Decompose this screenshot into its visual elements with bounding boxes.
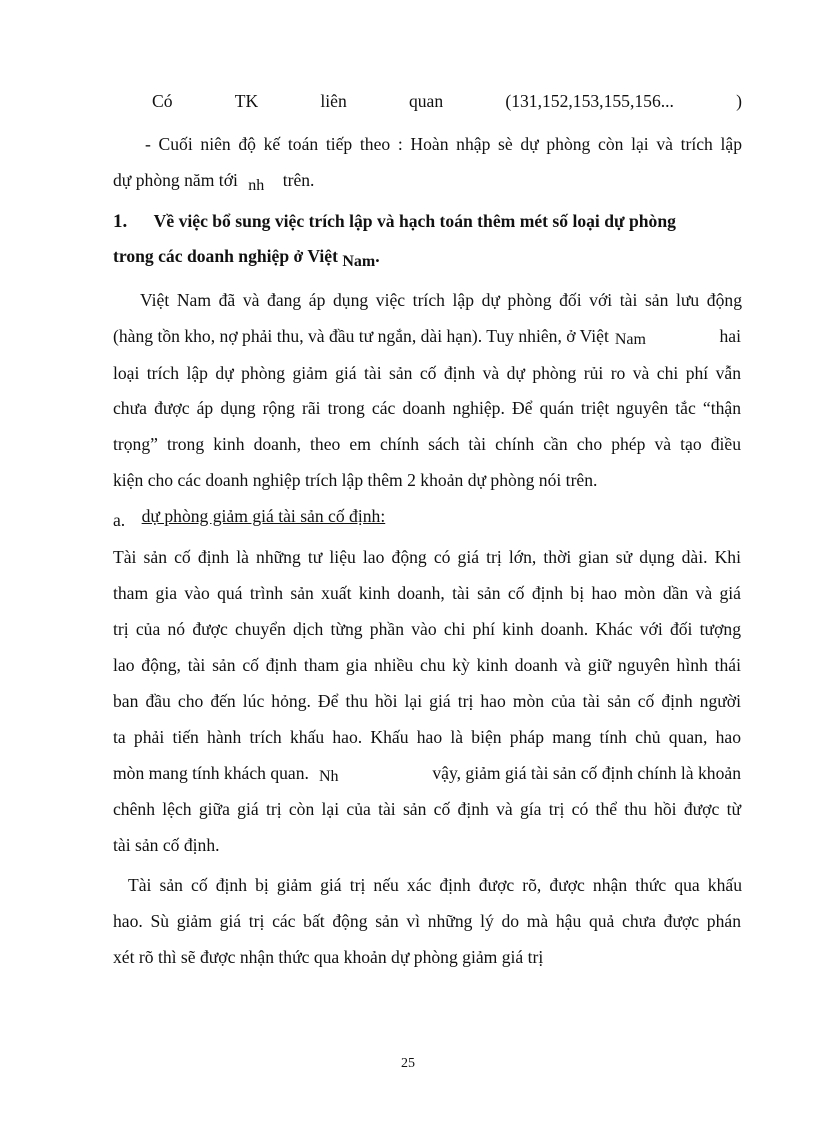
- account-word-tk: TK: [234, 91, 259, 111]
- para2-text-1: Việt Nam đã và đang áp dụng việc trích lập dự phòng đối với tài sản lưu động: [140, 290, 742, 310]
- para3-line5: [113, 693, 741, 711]
- para3-text-8: chênh lệch giữa giá trị còn lại của tài sản cố định và gía trị có thể thu hồi được từ: [113, 799, 741, 819]
- para2-text-3: loại trích lập dự phòng giảm giá tài sản cố định và dự phòng rủi ro và chi phí vẫn: [113, 363, 741, 383]
- para2-text-2b: Nam: [614, 331, 646, 348]
- subheading-letter: a.: [113, 510, 126, 530]
- para2-line4: [113, 400, 741, 418]
- para4-text-1: Tài sản cố định bị giảm giá trị nếu xác định được rõ, được nhận thức qua khấu: [128, 875, 742, 895]
- para1-text-2b: nh: [248, 177, 265, 194]
- para2-text-2a: (hàng tồn kho, nợ phải thu, và đầu tư ngắn, dài hạn). Tuy nhiên, ở Việt: [113, 326, 609, 346]
- para4-text-2: hao. Sù giảm giá trị các bất động sản vì những lý do mà hậu quả chưa được phán: [113, 911, 741, 931]
- para4-text-3: xét rõ thì sẽ được nhận thức qua khoản dự phòng giảm giá trị: [113, 947, 544, 967]
- para2-text-4: chưa được áp dụng rộng rãi trong các doanh nghiệp. Để quán triệt nguyên tắc “thận: [113, 398, 741, 418]
- section-heading-text-2b: Nam: [342, 253, 376, 270]
- para3-line8: [113, 801, 741, 819]
- para2-line3: [113, 365, 741, 383]
- section-number: 1.: [113, 211, 128, 232]
- para2-text-5: trọng” trong kinh doanh, theo em chính sách tài chính cần cho phép và tạo điều: [113, 434, 741, 454]
- para3-line3: [113, 621, 741, 639]
- para1-text-2a: dự phòng năm tới: [113, 170, 238, 190]
- para4-line2: [113, 913, 741, 931]
- para2-line5: [113, 436, 741, 454]
- section-heading-text-2c: .: [375, 246, 380, 266]
- para1-line1: [145, 136, 742, 154]
- section-heading-line2: [113, 246, 741, 270]
- para3-text-7c: vậy, giảm giá tài sản cố định chính là khoản: [432, 763, 741, 783]
- para3-text-1: Tài sản cố định là những tư liệu lao động có giá trị lớn, thời gian sử dụng dài. Khi: [113, 547, 741, 567]
- para3-line6: [113, 729, 741, 747]
- para2-line2: [113, 328, 741, 346]
- account-close-paren: ): [736, 91, 742, 111]
- para2-line1: [140, 292, 742, 310]
- page-number: 25: [401, 1056, 415, 1071]
- para3-text-5: ban đầu cho đến lúc hỏng. Để thu hồi lại giá trị hao mòn của tài sản cố định người: [113, 691, 741, 711]
- para3-line9: [113, 837, 741, 855]
- section-heading-text-1: Về việc bổ sung việc trích lập và hạch toán thêm mét số loại dự phòng: [153, 211, 676, 231]
- para4-line1: [128, 877, 742, 895]
- para1-text-1: - Cuối niên độ kế toán tiếp theo : Hoàn nhập sè dự phòng còn lại và trích lập: [145, 134, 742, 154]
- para3-text-7b: Nh: [318, 768, 339, 785]
- para3-text-9: tài sản cố định.: [113, 835, 220, 855]
- para1-text-2c: trên.: [282, 170, 315, 190]
- para3-line7: [113, 765, 741, 783]
- subheading-text: dự phòng giảm giá tài sản cố định:: [141, 506, 386, 526]
- para3-text-2: tham gia vào quá trình sản xuất kinh doanh, tài sản cố định bị hao mòn dần và giá: [113, 583, 741, 603]
- para2-text-6: kiện cho các doanh nghiệp trích lập thêm 2 khoản dự phòng nói trên.: [113, 470, 598, 490]
- account-codes: (131,152,153,155,156...: [505, 91, 674, 111]
- para3-line2: [113, 585, 741, 603]
- para2-text-2c: hai: [719, 326, 741, 346]
- subheading-a: [113, 506, 741, 530]
- para3-text-4: lao động, tài sản cố định tham gia nhiều chu kỳ kinh doanh và giữ nguyên hình thái: [113, 655, 741, 675]
- para3-line1: [113, 549, 741, 567]
- account-line: [152, 93, 742, 111]
- account-word-lien: liên: [320, 91, 347, 111]
- account-word-co: Có: [152, 91, 173, 111]
- account-word-quan: quan: [408, 91, 444, 111]
- section-heading-line1: [113, 212, 741, 231]
- para3-text-7a: mòn mang tính khách quan.: [113, 763, 309, 783]
- section-heading-text-2a: trong các doanh nghiệp ở Việt: [113, 246, 338, 266]
- para3-text-3: trị của nó được chuyển dịch từng phần vào chi phí kinh doanh. Khác với đối tượng: [113, 619, 741, 639]
- para3-line4: [113, 657, 741, 675]
- para4-line3: [113, 949, 741, 967]
- para1-line2: [113, 170, 741, 194]
- para3-text-6: ta phải tiến hành trích khấu hao. Khấu hao là biện pháp mang tính chủ quan, hao: [113, 727, 741, 747]
- para2-line6: [113, 472, 741, 490]
